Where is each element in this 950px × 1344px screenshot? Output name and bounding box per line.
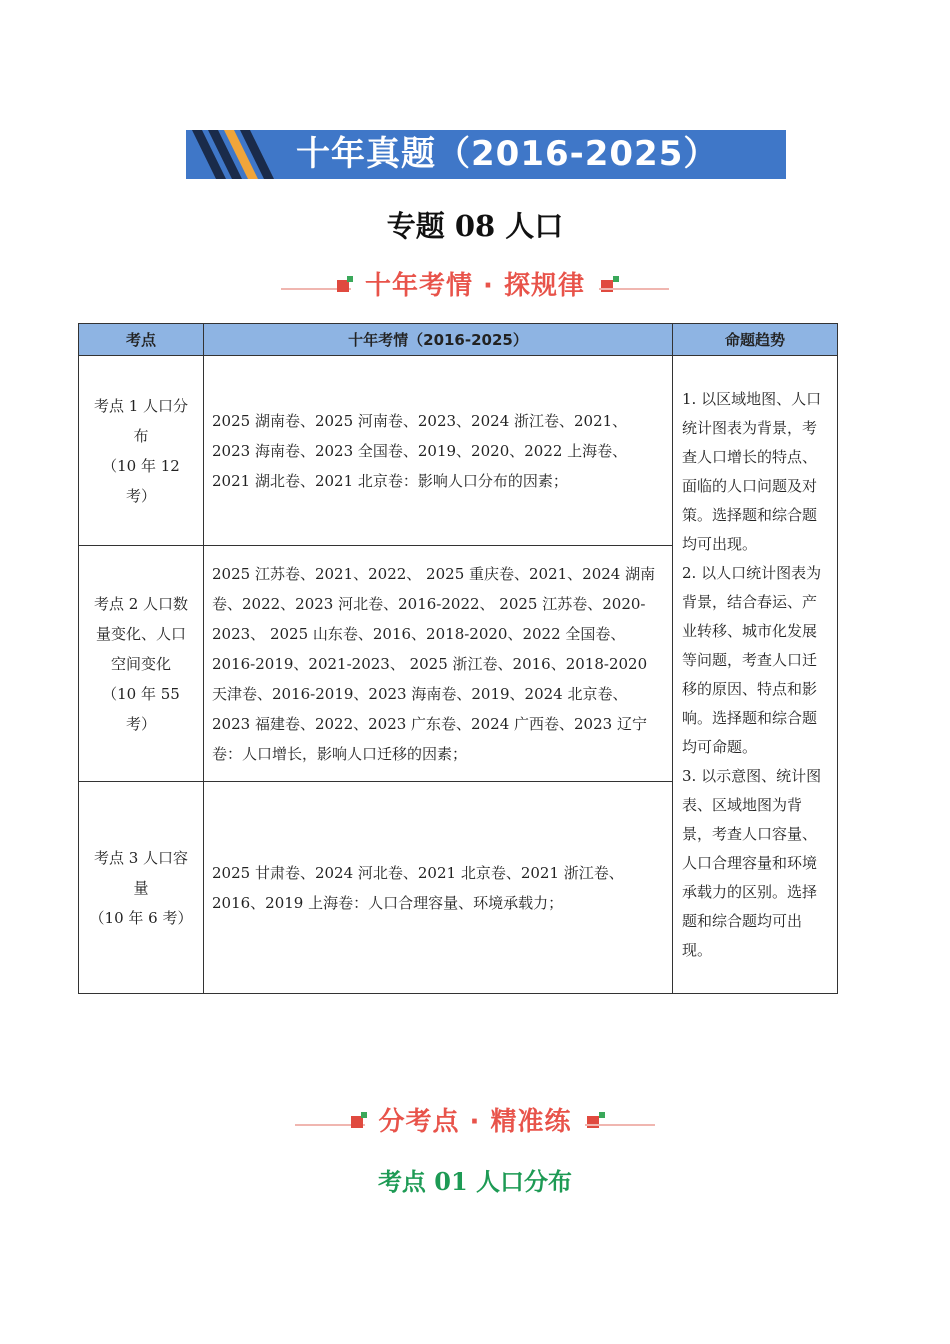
exam-years-cell: 2025 湖南卷、2025 河南卷、2023、2024 浙江卷、2021、2023 海南卷、2023 全国卷、2019、2020、2022 上海卷、2021 湖北卷、2021 北京卷：影响人口分布的因素； xyxy=(204,356,673,546)
exam-years-cell: 2025 甘肃卷、2024 河北卷、2021 北京卷、2021 浙江卷、2016、2019 上海卷：人口合理容量、环境承载力； xyxy=(204,782,673,994)
exam-point-subheading: 考点 01 人口分布 xyxy=(377,1167,573,1196)
exam-years-cell: 2025 江苏卷、2021、2022、 2025 重庆卷、2021、2024 湖南卷、2022、2023 河北卷、2016-2022、 2025 江苏卷、2020-2023、 2025 山东卷、2016、2018-2020、2022 全国卷、2016-2019、2021-2023、 2025 浙江卷、2016、2018-2020 天津卷、2016-2019、2023 海南卷、2019、2024 北京卷、2023 福建卷、2022、2023 广东卷、2024 广西卷、2023 辽宁卷：人口增长，影响人口迁移的因素； xyxy=(204,546,673,782)
exam-point-cell xyxy=(79,546,204,782)
trend-item: 1. 以区域地图、人口统计图表为背景，考查人口增长的特点、面临的人口问题及对策。选择题和综合题均可出现。 xyxy=(682,389,822,553)
section-banner-label: 十年考情 · 探规律 xyxy=(365,271,585,301)
column-header: 十年考情（2016-2025） xyxy=(204,324,673,356)
exam-point-cell xyxy=(79,782,204,994)
table-row xyxy=(79,356,838,546)
section-banner-practice xyxy=(0,1102,950,1142)
column-header: 命题趋势 xyxy=(673,324,838,356)
column-header: 考点 xyxy=(79,324,204,356)
exam-overview-table xyxy=(78,323,838,994)
exam-point-name: 考点 3 人口容量 xyxy=(93,848,189,897)
section-banner-label: 分考点 · 精准练 xyxy=(378,1107,572,1137)
exam-point-count: （10 年 12 考） xyxy=(102,456,180,505)
trend-item: 2. 以人口统计图表为背景，结合春运、产业转移、城市化发展等问题，考查人口迁移的原因、特点和影响。选择题和综合题均可命题。 xyxy=(682,563,822,756)
top-banner xyxy=(186,130,786,179)
stripes-decoration xyxy=(186,130,296,179)
exam-point-count: （10 年 55 考） xyxy=(102,684,180,733)
trend-item: 3. 以示意图、统计图表、区域地图为背景，考查人口容量、人口合理容量和环境承载力的区别。选择题和综合题均可出现。 xyxy=(682,766,822,959)
exam-point-count: （10 年 6 考） xyxy=(89,908,193,927)
banner-title: 十年真题（2016-2025） xyxy=(296,134,719,174)
table-header-row xyxy=(79,324,838,356)
document-title: 专题 08 人口 xyxy=(386,209,564,243)
trend-cell xyxy=(673,356,838,994)
section-banner-trends xyxy=(0,266,950,306)
exam-point-cell xyxy=(79,356,204,546)
exam-point-name: 考点 2 人口数量变化、人口空间变化 xyxy=(93,594,189,673)
exam-point-name: 考点 1 人口分布 xyxy=(93,396,189,445)
